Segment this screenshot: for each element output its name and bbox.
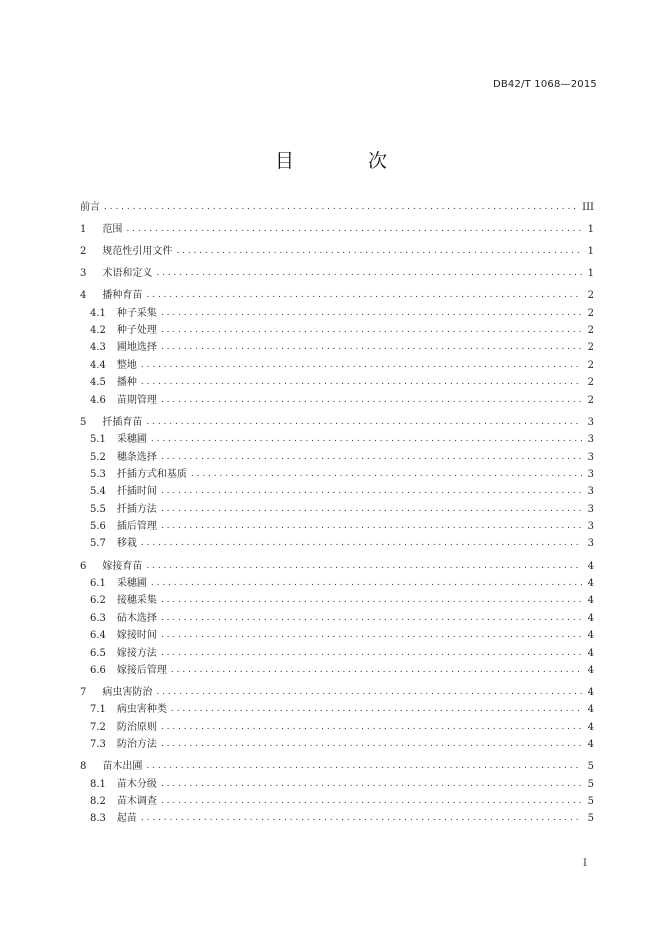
toc-entry[interactable] [80,776,594,793]
toc-entry-page: 4 [587,704,594,716]
toc-entry-label: 起苗 [116,813,137,825]
toc-leader-dots [161,719,582,736]
toc-leader-dots [156,684,582,701]
toc-leader-dots [161,610,582,627]
toc-entry[interactable] [80,431,594,448]
toc-entry[interactable] [80,558,594,575]
toc-entry-number: 8.1 [90,778,106,790]
toc-entry[interactable] [80,575,594,592]
toc-entry[interactable] [80,518,594,535]
toc-entry-page: 3 [587,434,594,446]
toc-entry-page: 2 [587,342,594,354]
toc-entry-page: 4 [587,595,594,607]
toc-entry-page: 1 [587,224,594,236]
toc-leader-dots [146,287,582,304]
toc-entry-number: 3 [80,268,87,280]
toc-entry-number: 6.6 [90,664,106,676]
toc-entry-label: 扦插方式和基质 [116,468,187,480]
toc-entry-number: 6.4 [90,630,106,642]
toc-leader-dots [141,374,582,391]
toc-entry-label: 规范性引用文件 [102,246,173,258]
toc-entry[interactable] [80,627,594,644]
toc-entry[interactable] [80,199,594,216]
toc-entry-label: 嫁接方法 [116,647,157,659]
toc-entry[interactable] [80,466,594,483]
toc-entry-number: 6.3 [90,612,106,624]
toc-entry-page: 5 [587,796,594,807]
toc-entry-number: 6.2 [90,595,106,607]
toc-entry-label: 移栽 [116,538,137,550]
toc-entry[interactable] [80,610,594,627]
toc-entry[interactable] [80,449,594,466]
toc-entry-number: 2 [80,246,87,258]
toc-entry[interactable] [80,684,594,701]
toc-leader-dots [156,265,582,282]
toc-leader-dots [161,305,582,322]
page-title: 目 次 [274,150,422,172]
toc-entry-number: 7.1 [90,704,106,716]
toc-entry[interactable] [80,322,594,339]
toc-entry[interactable] [80,719,594,736]
toc-entry-page: 3 [587,486,594,498]
toc-entry-number: 8 [80,761,87,773]
toc-entry-number: 8.3 [90,813,106,825]
toc-entry-page: 3 [587,416,594,428]
toc-entry-label: 种子处理 [116,325,157,337]
toc-entry[interactable] [80,287,594,304]
toc-entry-number: 4.3 [90,342,106,354]
toc-entry-label: 扦插育苗 [102,416,143,428]
toc-entry-number: 7 [80,686,87,698]
toc-entry-number: 8.2 [90,796,106,807]
toc-leader-dots [141,535,582,552]
toc-entry[interactable] [80,736,594,753]
toc-entry-number: 5.3 [90,468,106,480]
toc-entry[interactable] [80,305,594,322]
toc-entry-page: 2 [587,307,594,319]
toc-entry-label: 种子采集 [116,307,157,319]
toc-entry-label: 嫁接时间 [116,630,157,642]
toc-entry-page: 3 [587,538,594,550]
toc-entry-number: 5.2 [90,451,106,463]
toc-entry[interactable] [80,535,594,552]
toc-entry-page: 2 [587,359,594,371]
toc-leader-dots [171,701,582,718]
toc-entry-page: 4 [587,686,594,698]
toc-entry-page: 3 [587,521,594,533]
toc-entry-label: 砧木选择 [116,612,157,624]
toc-entry-page: 2 [587,377,594,389]
toc-entry-page: 3 [587,503,594,515]
toc-leader-dots [104,199,578,216]
toc-entry[interactable] [80,810,594,827]
toc-entry-page: 4 [587,664,594,676]
toc-entry-page: 3 [587,451,594,463]
toc-entry-page: III [582,202,594,213]
toc-leader-dots [161,518,582,535]
toc-entry-number: 5.6 [90,521,106,533]
toc-entry[interactable] [80,265,594,282]
toc-entry-number: 5.1 [90,434,106,446]
toc-entry-label: 扦插时间 [116,486,157,498]
toc-leader-dots [161,483,582,500]
toc-entry-label: 整地 [116,359,137,371]
toc-entry-label: 病虫害种类 [116,704,167,716]
toc-leader-dots [141,357,582,374]
toc-entry-label: 范围 [102,224,123,236]
toc-entry-label: 接穗采集 [116,595,157,607]
toc-entry-label: 播种 [116,377,137,389]
toc-entry-label: 嫁接育苗 [102,560,143,572]
toc-entry-label: 插后管理 [116,521,157,533]
toc-entry-label: 术语和定义 [102,268,153,280]
toc-entry-number: 7.2 [90,721,106,733]
toc-entry-page: 1 [587,246,594,258]
toc-leader-dots [126,221,582,238]
toc-entry-number: 6.1 [90,577,106,589]
toc-entry-label: 圃地选择 [116,342,157,354]
toc-leader-dots [161,793,582,810]
toc-leader-dots [191,466,582,483]
toc-leader-dots [161,627,582,644]
toc-entry-label: 防治原则 [116,721,157,733]
toc-entry-label: 苗木出圃 [102,761,143,773]
toc-entry-number: 7.3 [90,739,106,751]
toc-entry[interactable] [80,243,594,260]
toc-entry-number: 4 [80,290,87,302]
toc-entry[interactable] [80,414,594,431]
toc-leader-dots [161,592,582,609]
toc-entry-label: 采穗圃 [116,577,147,589]
toc-leader-dots [161,339,582,356]
toc-entry-label: 苗期管理 [116,394,157,406]
toc-entry-page: 5 [587,761,594,773]
toc-entry-number: 4.2 [90,325,106,337]
toc-entry[interactable] [80,758,594,775]
toc-entry[interactable] [80,483,594,500]
toc-entry-page: 4 [587,721,594,733]
toc-leader-dots [161,322,582,339]
toc-entry-page: 2 [587,394,594,406]
toc-entry-number: 1 [80,224,87,236]
toc-leader-dots [161,449,582,466]
toc-entry-number: 4.5 [90,377,106,389]
toc-entry[interactable] [80,645,594,662]
toc-entry-page: 1 [587,268,594,280]
toc-entry-label: 防治方法 [116,739,157,751]
toc-entry-page: 3 [587,468,594,480]
toc-entry-number: 6.5 [90,647,106,659]
toc-entry-page: 4 [587,560,594,572]
toc-entry-page: 4 [587,577,594,589]
page-number: I [583,858,587,869]
toc-entry-label: 嫁接后管理 [116,664,167,676]
toc-leader-dots [171,662,582,679]
toc-entry-label: 扦插方法 [116,503,157,515]
toc-leader-dots [161,501,582,518]
table-of-contents [80,199,594,828]
toc-leader-dots [146,414,582,431]
toc-entry-label: 病虫害防治 [102,686,153,698]
toc-leader-dots [161,645,582,662]
toc-leader-dots [176,243,582,260]
toc-leader-dots [161,776,582,793]
toc-leader-dots [161,392,582,409]
toc-entry-label: 苗木分级 [116,778,157,790]
toc-entry[interactable] [80,701,594,718]
toc-entry-page: 5 [587,778,594,790]
toc-entry-number: 4.1 [90,307,106,319]
toc-entry-page: 4 [587,630,594,642]
toc-leader-dots [161,736,582,753]
toc-entry[interactable] [80,592,594,609]
toc-entry-page: 4 [587,647,594,659]
toc-entry[interactable] [80,357,594,374]
toc-entry-page: 2 [587,325,594,337]
toc-entry-page: 2 [587,290,594,302]
toc-entry-label: 采穗圃 [116,434,147,446]
toc-entry-number: 5.7 [90,538,106,550]
toc-entry-number: 6 [80,560,87,572]
toc-entry-number: 5 [80,416,87,428]
toc-entry-label: 播种育苗 [102,290,143,302]
toc-entry[interactable] [80,392,594,409]
toc-entry[interactable] [80,501,594,518]
toc-entry-label: 前言 [80,202,100,213]
toc-entry[interactable] [80,793,594,810]
toc-entry-page: 5 [587,813,594,825]
toc-entry[interactable] [80,374,594,391]
toc-leader-dots [146,758,582,775]
toc-entry-number: 4.4 [90,359,106,371]
toc-leader-dots [151,575,582,592]
toc-entry-label: 穗条选择 [116,451,157,463]
toc-entry[interactable] [80,662,594,679]
toc-entry[interactable] [80,221,594,238]
toc-entry-page: 4 [587,612,594,624]
toc-entry-page: 4 [587,739,594,751]
toc-leader-dots [146,558,582,575]
toc-entry-label: 苗木调查 [116,796,157,807]
standard-code: DB42/T 1068—2015 [492,79,597,90]
toc-leader-dots [141,810,582,827]
toc-leader-dots [151,431,582,448]
toc-entry-number: 5.5 [90,503,106,515]
toc-entry-number: 5.4 [90,486,106,498]
toc-entry[interactable] [80,339,594,356]
toc-entry-number: 4.6 [90,394,106,406]
